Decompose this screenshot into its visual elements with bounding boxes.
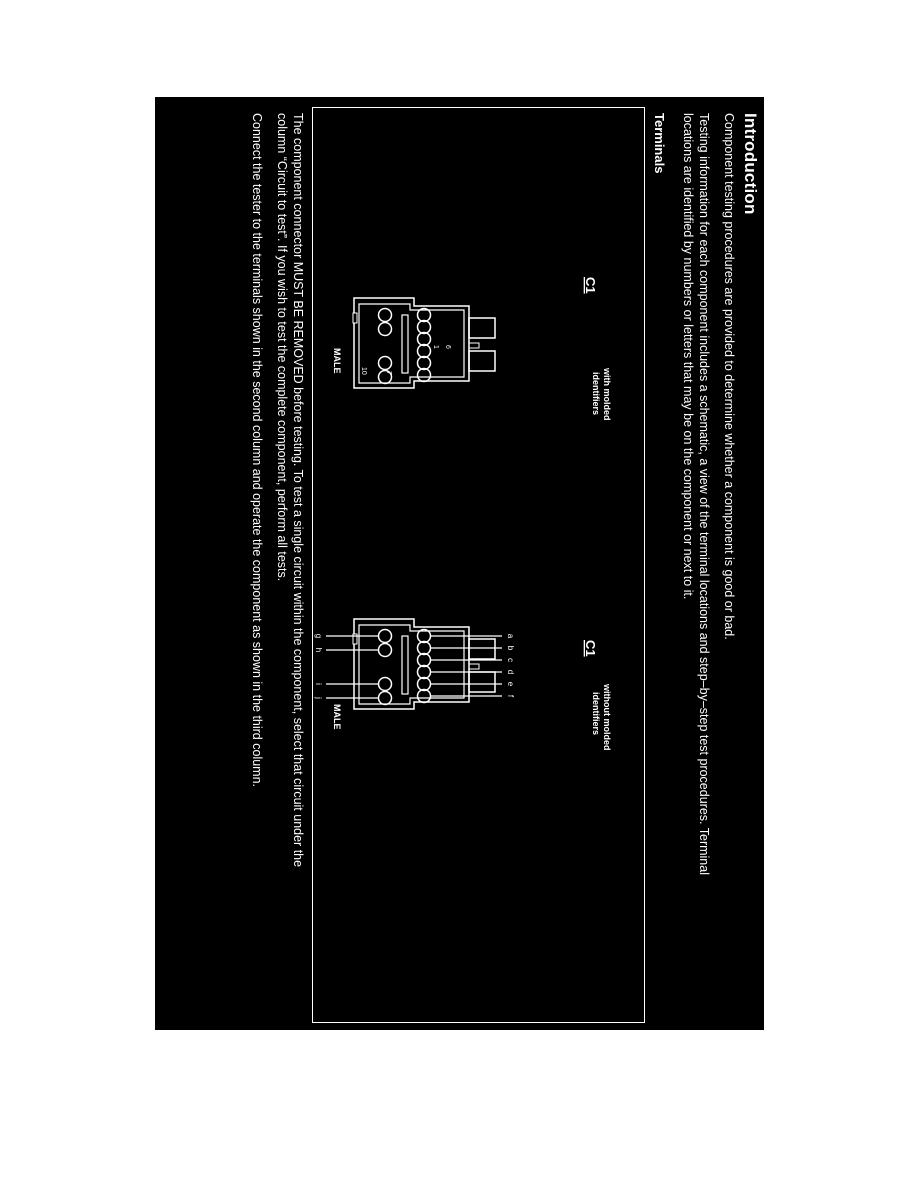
connector-left-body-inner	[359, 304, 464, 383]
lead-label-i: i	[314, 683, 323, 685]
pin-top-3	[418, 333, 431, 346]
lead-label-c: c	[506, 658, 515, 662]
connector-right-divider	[402, 636, 408, 694]
connector-left-divider	[402, 315, 408, 373]
pin-top-r-5	[418, 678, 431, 691]
pin-bottom-3	[379, 357, 392, 370]
connector-left-name: C1	[583, 277, 598, 294]
connector-right-leads	[314, 634, 515, 699]
latch-tab-left-r	[469, 639, 495, 659]
connector-left-notch	[353, 313, 357, 323]
connector-right-gender: MALE	[332, 704, 342, 730]
lead-label-e: e	[506, 681, 515, 687]
connector-right-caption-1: without molded	[602, 684, 612, 751]
connect-instructions: Connect the tester to the terminals shown in the second column and operate the component as shown in the third column.	[250, 113, 264, 788]
lead-label-d: d	[506, 669, 515, 675]
document-panel	[155, 97, 764, 1030]
rotated-content	[155, 97, 764, 1030]
connector-left-body-outer	[354, 298, 469, 388]
latch-tab-left	[469, 318, 495, 338]
pin-top-r-6	[418, 690, 431, 703]
lead-label-g: g	[314, 633, 323, 639]
testing-info-line-1: Testing information for each component includes a schematic, a view of the terminal locations and step–by–step test procedures. Terminal	[697, 113, 711, 875]
pin-bottom-1	[379, 309, 392, 322]
lead-label-h: h	[314, 647, 323, 653]
connector-right-pins	[379, 630, 431, 705]
pin-bottom-r-4	[379, 692, 392, 705]
pin-label-7: 7	[385, 371, 392, 375]
connector-right-name: C1	[583, 640, 598, 657]
connector-right-caption-2: identifiers	[591, 692, 601, 736]
latch-key-r	[469, 664, 479, 669]
page-title: Introduction	[741, 113, 760, 215]
pin-top-r-4	[418, 666, 431, 679]
pin-label-10: 10	[360, 367, 367, 375]
terminal-diagram-box	[312, 107, 645, 1023]
pin-label-6: 6	[444, 345, 451, 349]
pin-bottom-r-3	[379, 678, 392, 691]
latch-tab-right-r	[469, 672, 495, 692]
terminal-diagram	[311, 108, 644, 1024]
lead-label-j: j	[314, 697, 323, 699]
pin-top-4	[418, 345, 431, 358]
connector-left-caption-2: identifiers	[591, 372, 601, 416]
connector-without-molded-identifiers	[314, 619, 612, 751]
removal-line-1: The component connector MUST BE REMOVED before testing. To test a single circuit within the component, select that circuit under the	[291, 113, 305, 868]
connector-right-body-inner	[359, 625, 464, 704]
pin-bottom-r-2	[379, 644, 392, 657]
removal-line-2: column “Circuit to test”. If you wish to test the complete component, perform all tests.	[275, 113, 289, 582]
pin-label-1: 1	[432, 345, 439, 349]
pin-bottom-r-1	[379, 630, 392, 643]
pin-bottom-2	[379, 323, 392, 336]
pin-top-r-3	[418, 654, 431, 667]
testing-info-line-2: locations are identified by numbers or letters that may be on the component or next to it.	[681, 113, 695, 600]
pin-top-6	[418, 369, 431, 382]
pin-top-2	[418, 321, 431, 334]
intro-paragraph: Component testing procedures are provided to determine whether a component is good or bad.	[722, 113, 736, 640]
pin-top-5	[418, 357, 431, 370]
lead-label-f: f	[506, 694, 515, 698]
terminals-heading: Terminals	[652, 113, 667, 174]
lead-label-a: a	[506, 633, 515, 639]
latch-tab-right	[469, 351, 495, 371]
lead-label-b: b	[506, 645, 515, 651]
pin-top-r-2	[418, 642, 431, 655]
latch-key	[469, 343, 479, 348]
connector-left-gender: MALE	[332, 348, 342, 374]
connector-left-caption-1: with molded	[602, 368, 612, 421]
connector-with-molded-identifiers	[332, 277, 612, 421]
